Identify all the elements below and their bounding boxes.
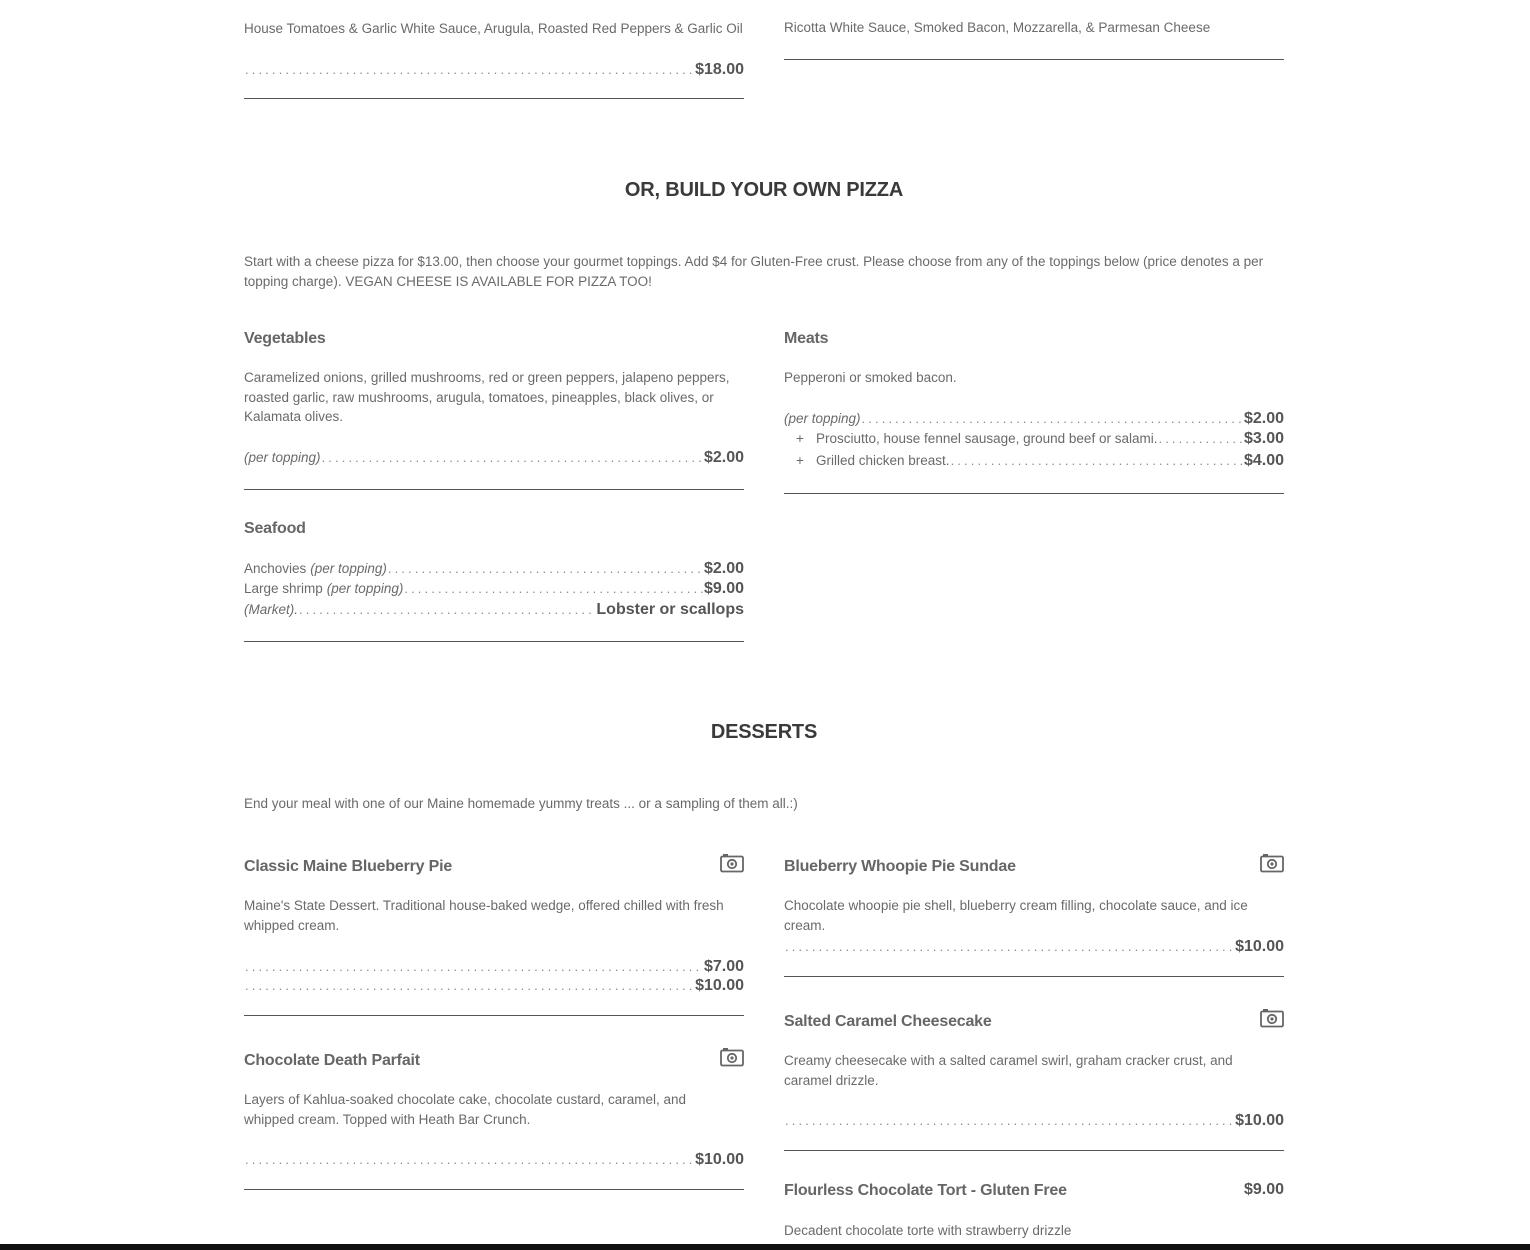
plus-icon: + xyxy=(796,453,804,468)
price-row-label: Large shrimp xyxy=(244,581,323,596)
divider xyxy=(784,493,1284,494)
subsection-description: Pepperoni or smoked bacon. xyxy=(784,370,957,385)
price-row xyxy=(784,1110,1284,1132)
dessert-price: $10.00 xyxy=(1235,1112,1284,1129)
pizza-item-price: $18.00 xyxy=(695,61,744,78)
price-row-price: Lobster or scallops xyxy=(596,601,744,618)
dessert-name: Blueberry Whoopie Pie Sundae xyxy=(784,858,1016,875)
dessert-price: $10.00 xyxy=(695,1151,744,1168)
dessert-price: $7.00 xyxy=(703,958,744,975)
section-title-desserts: DESSERTS xyxy=(710,721,818,743)
dessert-description: Maine's State Dessert. Traditional house-baked wedge, offered chilled with fresh whipped cream. xyxy=(244,898,724,933)
price-row-price: $2.00 xyxy=(1243,410,1284,427)
divider xyxy=(244,1189,744,1190)
dessert-price: $10.00 xyxy=(695,977,744,994)
price-row-label: (Market). xyxy=(244,602,298,617)
subsection-title-seafood: Seafood xyxy=(244,520,306,537)
subsection-description: Caramelized onions, grilled mushrooms, red or green peppers, jalapeno peppers, roasted garlic, raw mushrooms, arugula, tomatoes, pineapples, black olives, or Kalamata olives. xyxy=(244,370,730,424)
price-row-price: $3.00 xyxy=(1243,430,1284,447)
price-row-price: $4.00 xyxy=(1243,452,1284,469)
price-row-note: (per topping) xyxy=(326,581,404,596)
price-row-label: Prosciutto, house fennel sausage, ground beef or salami. xyxy=(816,431,1158,446)
divider xyxy=(244,1015,744,1016)
price-row-label: Anchovies xyxy=(244,561,307,576)
price-row xyxy=(784,936,1284,958)
subsection-title-meats: Meats xyxy=(784,330,829,347)
price-row xyxy=(244,447,744,469)
price-row xyxy=(244,599,744,621)
camera-icon[interactable] xyxy=(720,853,744,873)
pizza-item-price-row xyxy=(244,59,744,81)
price-row xyxy=(784,428,1284,450)
dessert-name: Flourless Chocolate Tort - Gluten Free xyxy=(784,1182,1067,1199)
dessert-price: $9.00 xyxy=(1243,1181,1284,1198)
dessert-description: Layers of Kahlua-soaked chocolate cake, chocolate custard, caramel, and whipped cream. Topped with Heath Bar Crunch. xyxy=(244,1092,687,1127)
price-row xyxy=(244,558,744,580)
price-row xyxy=(244,1149,744,1171)
price-row-label: (per topping) xyxy=(784,411,861,426)
plus-icon: + xyxy=(796,431,804,446)
dessert-price: $10.00 xyxy=(1235,938,1284,955)
camera-icon[interactable] xyxy=(1260,1008,1284,1028)
price-row xyxy=(244,578,744,600)
divider xyxy=(244,489,744,490)
camera-icon[interactable] xyxy=(1260,853,1284,873)
section-title-build-your-own: OR, BUILD YOUR OWN PIZZA xyxy=(624,179,904,201)
section-intro: End your meal with one of our Maine homemade yummy treats ... or a sampling of them all.:) xyxy=(244,796,798,811)
price-row xyxy=(784,450,1284,472)
subsection-title-vegetables: Vegetables xyxy=(244,330,326,347)
price-row xyxy=(244,975,744,997)
price-row xyxy=(784,408,1284,430)
divider xyxy=(784,59,1284,60)
dessert-description: Decadent chocolate torte with strawberry drizzle xyxy=(784,1223,1072,1238)
divider xyxy=(784,1150,1284,1151)
camera-icon[interactable] xyxy=(720,1047,744,1067)
price-row-price: $2.00 xyxy=(703,449,744,466)
divider xyxy=(784,976,1284,977)
dessert-name: Salted Caramel Cheesecake xyxy=(784,1013,992,1030)
divider xyxy=(244,641,744,642)
dessert-description: Creamy cheesecake with a salted caramel swirl, graham cracker crust, and caramel drizzle. xyxy=(784,1053,1233,1088)
price-row-price: $2.00 xyxy=(703,560,744,577)
pizza-item-description: Ricotta White Sauce, Smoked Bacon, Mozzarella, & Parmesan Cheese xyxy=(784,20,1211,35)
pizza-item-description: House Tomatoes & Garlic White Sauce, Arugula, Roasted Red Peppers & Garlic Oil xyxy=(244,21,743,36)
bottom-bar xyxy=(0,1244,1530,1250)
price-row-label: Grilled chicken breast. xyxy=(816,453,950,468)
price-row-price: $9.00 xyxy=(703,580,744,597)
price-row-note: (per topping) xyxy=(310,561,387,576)
price-row-label: (per topping) xyxy=(244,450,321,465)
section-intro: Start with a cheese pizza for $13.00, then choose your gourmet toppings. Add $4 for Gluten-Free crust. Please choose from any of the toppings below (price denotes a per topping charge). VEGAN CHEESE IS AVAILABLE FOR PIZZA TOO! xyxy=(244,254,1264,289)
dessert-name: Chocolate Death Parfait xyxy=(244,1052,420,1069)
dessert-description: Chocolate whoopie pie shell, blueberry cream filling, chocolate sauce, and ice cream. xyxy=(784,898,1248,933)
dessert-name: Classic Maine Blueberry Pie xyxy=(244,858,453,875)
divider xyxy=(244,98,744,99)
